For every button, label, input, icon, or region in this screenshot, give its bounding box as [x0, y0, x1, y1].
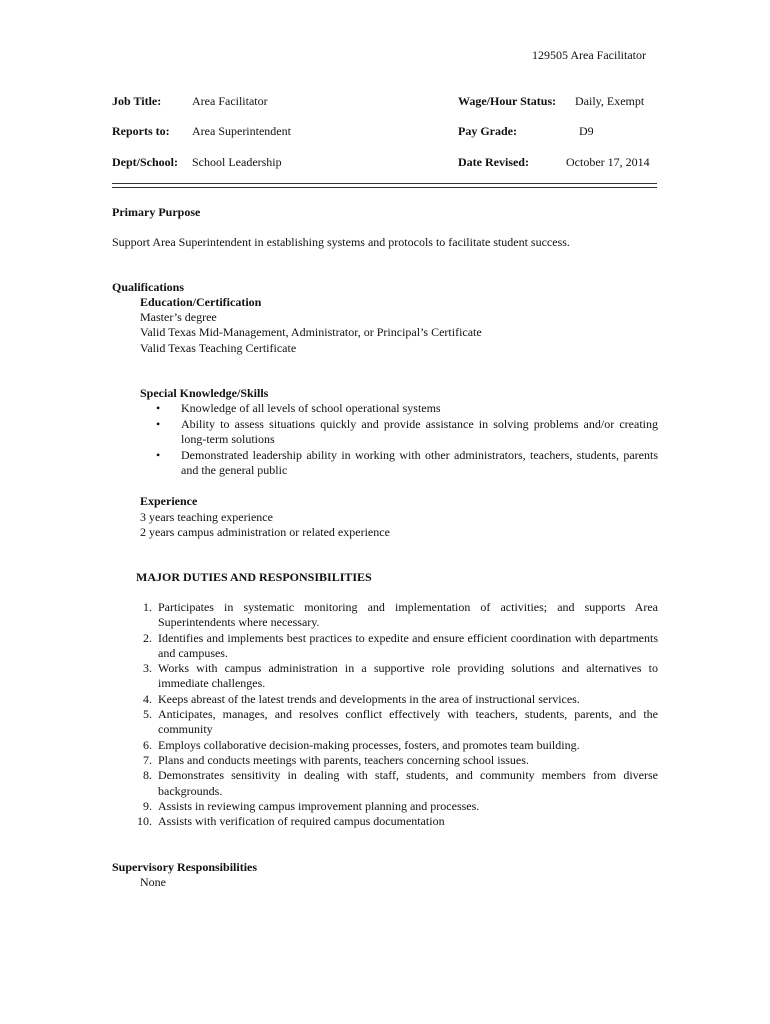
duty-text: Participates in systematic monitoring and implementation of activities; and supports Area Superintendents where necessary.: [158, 600, 658, 630]
list-item: 6. Employs collaborative decision-making processes, fosters, and promotes team building.: [143, 737, 580, 752]
primary-purpose-heading: Primary Purpose: [112, 205, 201, 219]
primary-purpose-text: Support Area Superintendent in establishing systems and protocols to facilitate student success.: [112, 235, 570, 249]
list-item: 1. Participates in systematic monitoring and implementation of activities; and supports Area Superintendents where necessary.: [143, 600, 658, 630]
skills-heading: Special Knowledge/Skills: [140, 386, 269, 400]
supervisory-heading: Supervisory Responsibilities: [112, 860, 258, 874]
pay-grade-value: D9: [579, 124, 594, 138]
list-item: 3. Works with campus administration in a supportive role providing solutions and alternatives to immediate challenges.: [143, 661, 658, 691]
duty-text: Identifies and implements best practices to expedite and ensure efficient coordination with departments and campuses.: [158, 630, 658, 660]
list-item: 7. Plans and conducts meetings with parents, teachers concerning school issues.: [143, 752, 529, 767]
date-revised-label: Date Revised:: [458, 155, 529, 169]
dept-school-label: Dept/School:: [112, 155, 178, 169]
bullet-icon: •: [156, 401, 161, 415]
experience-heading: Experience: [140, 494, 198, 508]
duty-text: Employs collaborative decision-making processes, fosters, and promotes team building.: [158, 737, 580, 752]
education-heading: Education/Certification: [140, 295, 262, 309]
reports-to-label: Reports to:: [112, 124, 170, 138]
duty-text: Works with campus administration in a supportive role providing solutions and alternatives to immediate challenges.: [158, 661, 658, 691]
date-revised-value: October 17, 2014: [566, 155, 650, 169]
wage-status-value: Daily, Exempt: [575, 94, 645, 108]
list-item: 10. Assists with verification of required campus documentation: [137, 814, 445, 829]
education-item: Master’s degree: [140, 310, 217, 324]
duty-text: Assists with verification of required campus documentation: [158, 814, 445, 829]
list-item: [140, 417, 658, 448]
list-item: 4. Keeps abreast of the latest trends and developments in the area of instructional services.: [143, 691, 580, 706]
list-item: 2. Identifies and implements best practices to expedite and ensure efficient coordination with departments and campuses.: [143, 630, 658, 660]
duty-text: Anticipates, manages, and resolves conflict effectively with teachers, students, parents, and the community: [158, 707, 658, 737]
skill-text: Ability to assess situations quickly and provide assistance in solving problems and/or creating long-term solutions: [181, 416, 658, 446]
dept-school-value: School Leadership: [192, 155, 282, 169]
qualifications-heading: Qualifications: [112, 280, 185, 294]
reports-to-value: Area Superintendent: [192, 124, 291, 138]
duty-text: Plans and conducts meetings with parents, teachers concerning school issues.: [158, 752, 529, 767]
header-divider-bottom: [112, 187, 657, 188]
education-item: Valid Texas Teaching Certificate: [140, 341, 297, 355]
wage-status-label: Wage/Hour Status:: [458, 94, 557, 108]
education-item: Valid Texas Mid-Management, Administrator, or Principal’s Certificate: [140, 325, 482, 339]
list-item: 8. Demonstrates sensitivity in dealing with staff, students, and community members from diverse backgrounds.: [143, 768, 658, 798]
list-item: 5. Anticipates, manages, and resolves conflict effectively with teachers, students, parents, and the community: [143, 707, 658, 737]
header-divider-top: [112, 183, 657, 184]
skill-text: Demonstrated leadership ability in working with other administrators, teachers, students, parents and the general public: [181, 447, 658, 477]
bullet-icon: •: [156, 447, 161, 462]
experience-item: 2 years campus administration or related experience: [140, 525, 390, 539]
pay-grade-label: Pay Grade:: [458, 124, 517, 138]
skill-text: Knowledge of all levels of school operational systems: [181, 401, 441, 415]
job-title-label: Job Title:: [112, 94, 162, 108]
list-item: 9. Assists in reviewing campus improvement planning and processes.: [143, 798, 480, 813]
document-reference: 129505 Area Facilitator: [532, 48, 646, 62]
duty-text: Keeps abreast of the latest trends and developments in the area of instructional services.: [158, 691, 580, 706]
list-item: [140, 448, 658, 479]
duties-heading: MAJOR DUTIES AND RESPONSIBILITIES: [136, 570, 372, 584]
experience-item: 3 years teaching experience: [140, 510, 273, 524]
duties-list: [112, 600, 658, 829]
duty-text: Assists in reviewing campus improvement planning and processes.: [158, 798, 480, 813]
supervisory-text: None: [140, 875, 166, 889]
job-title-value: Area Facilitator: [192, 94, 268, 108]
list-item: [140, 401, 658, 417]
bullet-icon: •: [156, 416, 161, 431]
skills-list: [140, 401, 658, 479]
duty-text: Demonstrates sensitivity in dealing with staff, students, and community members from diverse backgrounds.: [158, 768, 658, 798]
